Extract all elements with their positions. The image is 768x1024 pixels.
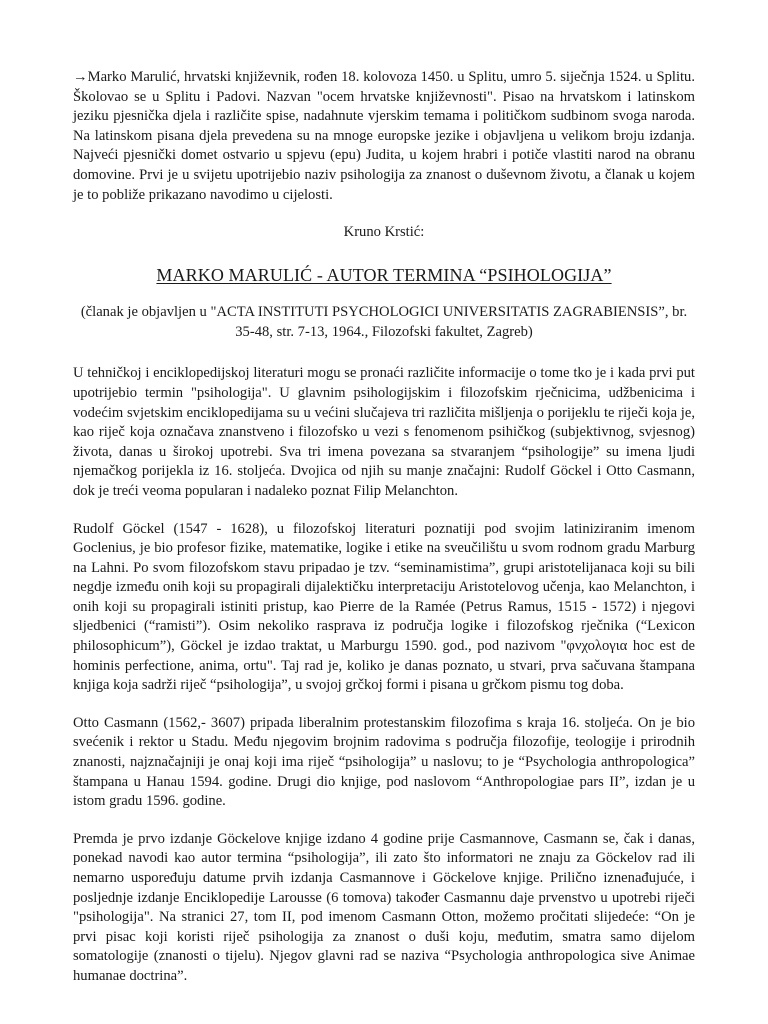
- publication-note: (članak je objavljen u "ACTA INSTITUTI PSYCHOLOGICI UNIVERSITATIS ZAGRABIENSIS”, br. 35-48, str. 7-13, 1964., Filozofski fakultet, Zagreb): [80, 304, 688, 340]
- intro-paragraph: [73, 68, 695, 205]
- article-title: MARKO MARULIĆ - AUTOR TERMINA “PSIHOLOGIJA”: [156, 265, 612, 286]
- body-paragraph-4: Premda je prvo izdanje Göckelove knjige izdano 4 godine prije Casmannove, Casmann se, čak i danas, ponekad navodi kao autor termina “psihologija”, ili zato što informatori ne znaju za Göckelov rad ili nemarno uspoređuju datume prvih izdanja Casmannove i Göckelove knjige. Prilično iznenađujuće, i posljednje izdanje Enciklopedije Larousse (6 tomova) također Casmannu daje prvenstvo u upotrebi riječi "psihologija". Na stranici 27, tom II, pod imenom Casmann Otton, možemo pročitati slijedeće: “On je prvi pisac koji koristi riječ psihologija za znanost o duši koju, međutim, smatra samo dijelom somatologije (znanosti o tijelu). Njegov glavni rad se naziva “Psychologia anthropologica sive Animae humanae doctrina”.: [73, 830, 695, 984]
- document-page: [73, 68, 695, 987]
- arrow-icon: →: [73, 69, 88, 85]
- body-paragraph-1: U tehničkoj i enciklopedijskoj literaturi mogu se pronaći različite informacije o tome tko je i kada prvi put upotrijebio termin "psihologija". U glavnim psihologijskim i filozofskim rječnicima, udžbenicima i vodećim svjetskim enciklopedijama su u većini slučajeva tri različita mišljenja o porijeklu te riječi koja je, kao riječ koja označava znanstveno i filozofsko u vezi s fenomenom psihičkog (subjektivnog, svjesnog) života, danas u širokoj upotrebi. Sva tri imena povezana sa stvaranjem “psihologije” su imena ljudi njemačkog porijekla iz 16. stoljeća. Dvojica od njih su manje značajni: Rudolf Göckel i Otto Casmann, dok je treći veoma popularan i nadaleko poznat Filip Melanchton.: [73, 365, 695, 499]
- author-line: Kruno Krstić:: [343, 224, 425, 241]
- body-paragraph-3: Otto Casmann (1562,- 3607) pripada liberalnim protestanskim filozofima s kraja 16. stoljeća. On je bio svećenik i rektor u Stadu. Među njegovim brojnim radovima s područja filozofije, teologije i prirodnih znanosti, najznačajniji je onaj koji ima riječ “psihologija” u naslovu; to je “Psychologia anthropologica” štampana u Hanau 1594. godine. Drugi dio knjige, pod naslovom “Anthropologiae pars II”, izdan je u istom gradu 1596. godine.: [73, 714, 695, 810]
- intro-text: Marko Marulić, hrvatski književnik, rođen 18. kolovoza 1450. u Splitu, umro 5. siječnja 1524. u Splitu. Školovao se u Splitu i Padovi. Nazvan "ocem hrvatske književnosti". Pisao na hrvatskom i latinskom jeziku pjesnička djela i različite spise, nadahnute vjerskim temama i političkom sudbinom svoga naroda. Na latinskom pisana djela prevedena su na mnoge europske jezike i objavljena u velikom broju izdanja. Najveći pjesnički domet ostvario u spjevu (epu) Judita, u kojem hrabri i potiče vlastiti narod na obranu domovine. Prvi je u svijetu upotrijebio naziv psihologija za znanost o duševnom životu, a članak u kojem je to pobliže prikazano navodimo u cijelosti.: [73, 69, 695, 203]
- body-paragraph-2: Rudolf Göckel (1547 - 1628), u filozofskoj literaturi poznatiji pod svojim latiniziranim imenom Goclenius, je bio profesor fizike, matematike, logike i etike na sveučilištu u svom rodnom gradu Marburg na Lahni. Po svom filozofskom stavu pripadao je tzv. “seminamistima”, grupi aristotelijanaca koji su bili negdje između onih koji su propagirali dijalektičku interpretaciju Aristotelovog učenja, kao Melanchton, i onih koji su propagirali istiniti pristup, kao Pierre de la Ramée (Petrus Ramus, 1515 - 1572) i njegovi sljedbenici (“ramisti”). Osim nekoliko rasprava iz područja logike i filozofskog rječnika (“Lexicon philosophicum”), Göckel je izdao traktat, u Marburgu 1590. god., pod nazivom "φνχολογια hoc est de hominis perfectione, anima, ortu". Taj rad je, koliko je danas poznato, u stvari, prva sačuvana štampana knjiga koja sadrži riječ “psihologija”, u svojoj grčkoj formi i pisana u grčkom pismu tog doba.: [73, 520, 695, 694]
